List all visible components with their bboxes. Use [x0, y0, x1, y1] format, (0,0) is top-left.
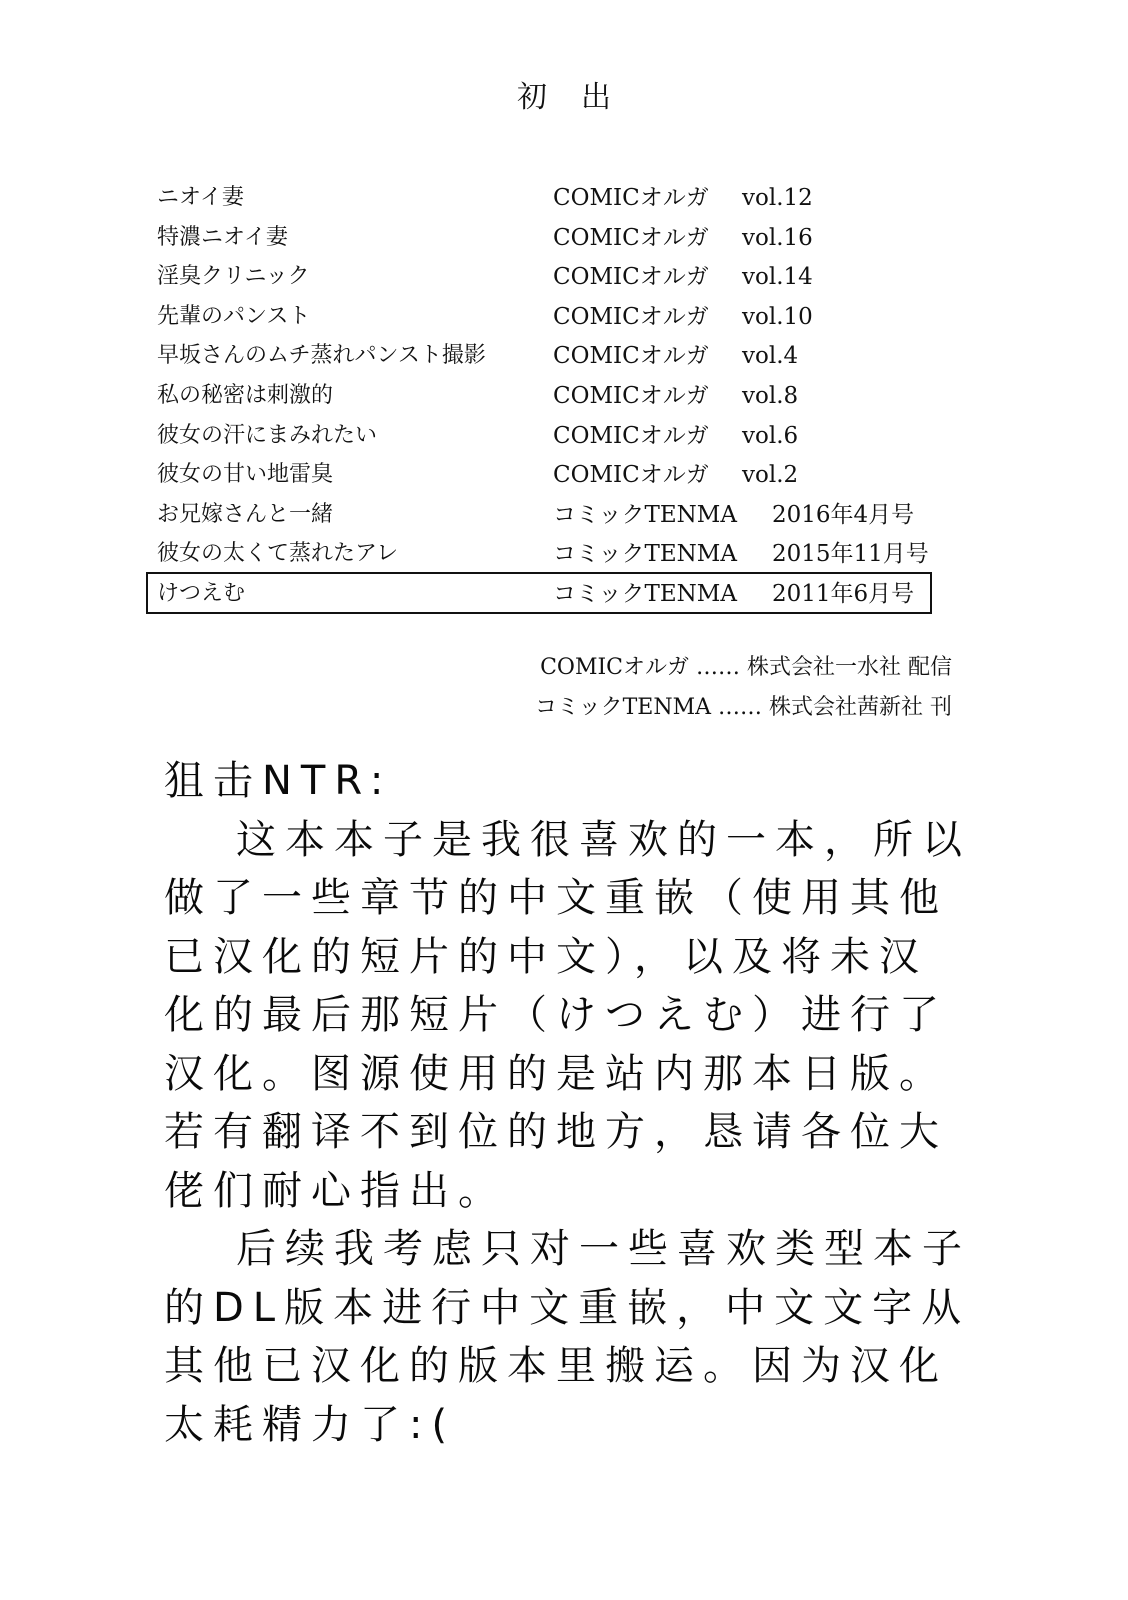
credit-issue: vol.6: [742, 422, 799, 449]
note-line: 这本本子是我很喜欢的一本，所以: [236, 816, 971, 863]
credit-row: [0, 178, 1128, 218]
credit-title: けつえむ: [157, 581, 246, 606]
note-line: 化的最后那短片（けつえむ）进行了: [164, 992, 948, 1038]
credit-row: [0, 257, 1128, 297]
credit-magazine: COMICオルガ: [553, 422, 709, 449]
credit-issue: 2015年11月号: [772, 541, 929, 568]
credit-title: 先輩のパンスト: [157, 303, 311, 329]
publisher-line: COMICオルガ …… 株式会社一水社 配信: [540, 655, 952, 680]
note-line: 的DL版本进行中文重嵌，中文文字从: [164, 1284, 971, 1331]
credit-title: 彼女の太くて蒸れたアレ: [157, 541, 399, 567]
credit-issue: vol.2: [742, 462, 799, 489]
credit-title: 淫臭クリニック: [157, 264, 310, 290]
credit-row: [0, 297, 1128, 337]
credit-row: [0, 416, 1128, 456]
credit-issue: vol.10: [742, 303, 813, 330]
credit-title: 特濃ニオイ妻: [157, 224, 288, 250]
credit-row: [0, 336, 1128, 376]
credit-magazine: コミックTENMA: [553, 581, 737, 607]
credit-magazine: COMICオルガ: [553, 185, 709, 211]
credit-row: [0, 495, 1128, 535]
credit-issue: 2011年6月号: [772, 581, 915, 607]
note-line: 汉化。图源使用的是站内那本日版。: [164, 1050, 948, 1097]
note-line: 其他已汉化的版本里搬运。因为汉化: [164, 1343, 948, 1389]
highlight-box: [146, 572, 932, 614]
credit-magazine: COMICオルガ: [553, 343, 709, 370]
credit-magazine: COMICオルガ: [553, 224, 709, 251]
credit-title: ニオイ妻: [157, 185, 244, 210]
credit-row: [0, 534, 1128, 574]
credit-magazine: COMICオルガ: [553, 383, 709, 409]
publisher-notes: [535, 648, 952, 728]
credit-issue: vol.14: [742, 264, 813, 291]
translator-note: [164, 752, 971, 1454]
credit-magazine: コミックTENMA: [553, 501, 737, 528]
publisher-line: コミックTENMA …… 株式会社茜新社 刊: [535, 695, 952, 720]
credit-title: 彼女の汗にまみれたい: [157, 422, 378, 448]
credit-title: 早坂さんのムチ蒸れパンスト撮影: [157, 343, 486, 369]
note-heading: 狙击NTR:: [164, 758, 393, 804]
credit-issue: vol.12: [742, 185, 813, 211]
credit-issue: vol.4: [742, 343, 799, 370]
note-line: 做了一些章节的中文重嵌（使用其他: [164, 875, 948, 921]
credit-issue: vol.16: [742, 224, 813, 251]
note-line: 若有翻译不到位的地方，恳请各位大: [164, 1109, 948, 1155]
credit-magazine: コミックTENMA: [553, 541, 737, 568]
credit-issue: 2016年4月号: [772, 501, 915, 528]
page-title: 初出: [517, 80, 645, 115]
credit-row: [0, 218, 1128, 258]
credit-title: 彼女の甘い地雷臭: [157, 462, 334, 488]
note-line: 已汉化的短片的中文），以及将未汉: [164, 933, 928, 980]
credit-magazine: COMICオルガ: [553, 462, 709, 489]
note-line: 太耗精力了:(: [164, 1401, 457, 1448]
credit-row: [0, 376, 1128, 416]
credit-title: 私の秘密は刺激的: [157, 383, 334, 408]
credit-row: [0, 455, 1128, 495]
note-line: 后续我考虑只对一些喜欢类型本子: [236, 1226, 971, 1272]
credit-magazine: COMICオルガ: [553, 303, 709, 330]
credit-title: お兄嫁さんと一緒: [157, 501, 334, 527]
credit-magazine: COMICオルガ: [553, 264, 709, 291]
note-line: 佬们耐心指出。: [164, 1167, 507, 1214]
credit-issue: vol.8: [742, 383, 799, 409]
